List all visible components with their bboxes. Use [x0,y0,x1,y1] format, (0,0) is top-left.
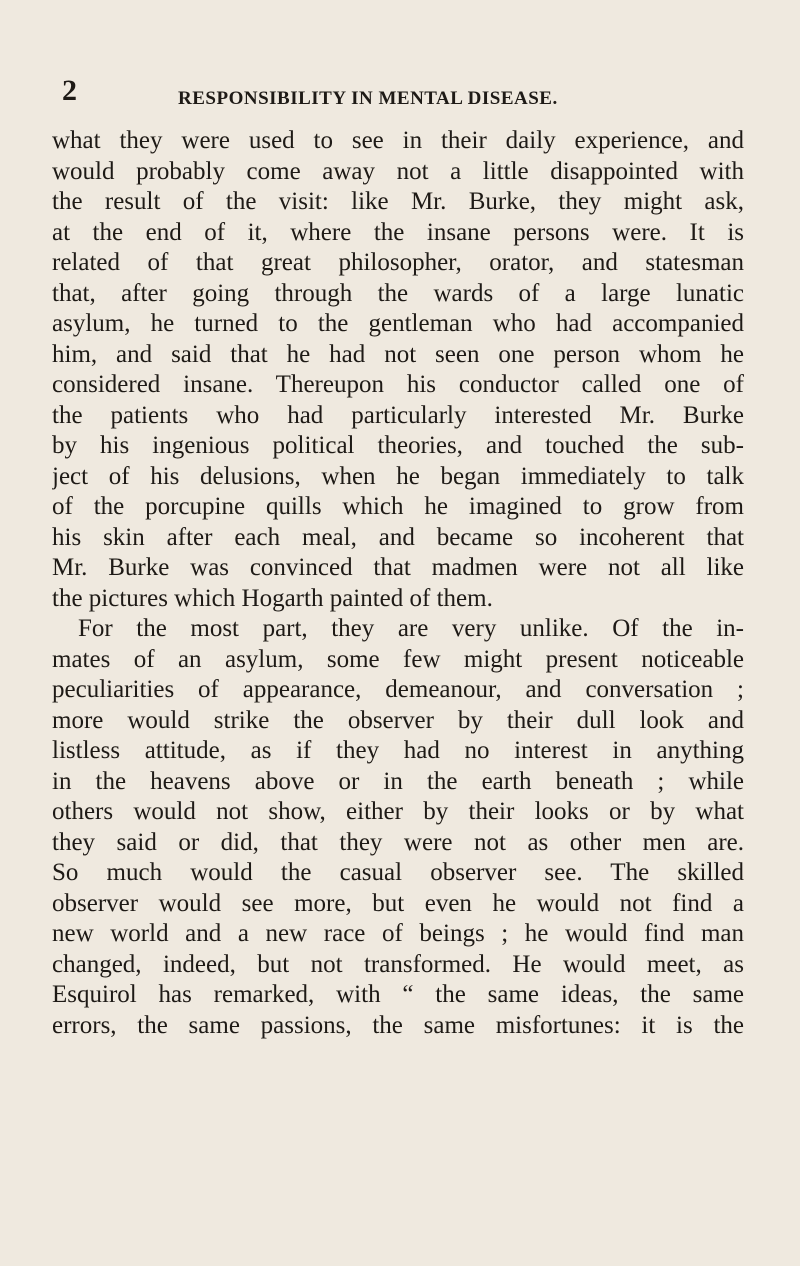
text-line: the patients who had particularly interested Mr. Burke [52,401,744,429]
page-header [52,74,752,110]
text-line: peculiarities of appearance, demeanour, and conversation ; [52,676,744,703]
text-line: related of that great philosopher, orator, and statesman [52,249,744,276]
text-line: the pictures which Hogarth painted of them. [52,584,493,612]
text-line: that, after going through the wards of a large lunatic [52,279,744,307]
page-number: 2 [62,74,77,107]
body-text [52,126,744,1041]
text-line: what they were used to see in their daily experience, and [52,127,744,154]
text-line: For the most part, they are very unlike. Of the in- [78,615,744,642]
text-line: would probably come away not a little disappointed with [52,157,744,185]
text-line: they said or did, that they were not as other men are. [52,828,744,856]
text-line: at the end of it, where the insane persons were. It is [52,218,744,246]
text-line: him, and said that he had not seen one person whom he [52,340,744,368]
text-line: others would not show, either by their looks or by what [52,798,744,825]
text-line: of the porcupine quills which he imagined to grow from [52,493,744,520]
text-line: Mr. Burke was convinced that madmen were not all like [52,554,744,581]
text-line: observer would see more, but even he would not find a [52,889,744,917]
running-title: RESPONSIBILITY IN MENTAL DISEASE. [178,88,558,109]
text-line: by his ingenious political theories, and touched the sub- [52,432,744,459]
text-line: his skin after each meal, and became so incoherent that [52,523,744,551]
text-line: asylum, he turned to the gentleman who had accompanied [52,310,744,337]
text-line: more would strike the observer by their dull look and [52,706,744,734]
text-line: Esquirol has remarked, with “ the same ideas, the same [52,981,744,1008]
text-line: in the heavens above or in the earth beneath ; while [52,767,744,795]
text-line: changed, indeed, but not transformed. He would meet, as [52,950,744,978]
text-line: mates of an asylum, some few might present noticeable [52,645,744,673]
text-line: errors, the same passions, the same misfortunes: it is the [52,1011,744,1039]
text-line: considered insane. Thereupon his conductor called one of [52,371,744,398]
text-line: new world and a new race of beings ; he would find man [52,920,744,947]
text-line: the result of the visit: like Mr. Burke, they might ask, [52,188,744,215]
text-line: ject of his delusions, when he began immediately to talk [52,462,744,490]
text-line: listless attitude, as if they had no interest in anything [52,737,744,764]
text-line: So much would the casual observer see. The skilled [52,859,744,886]
